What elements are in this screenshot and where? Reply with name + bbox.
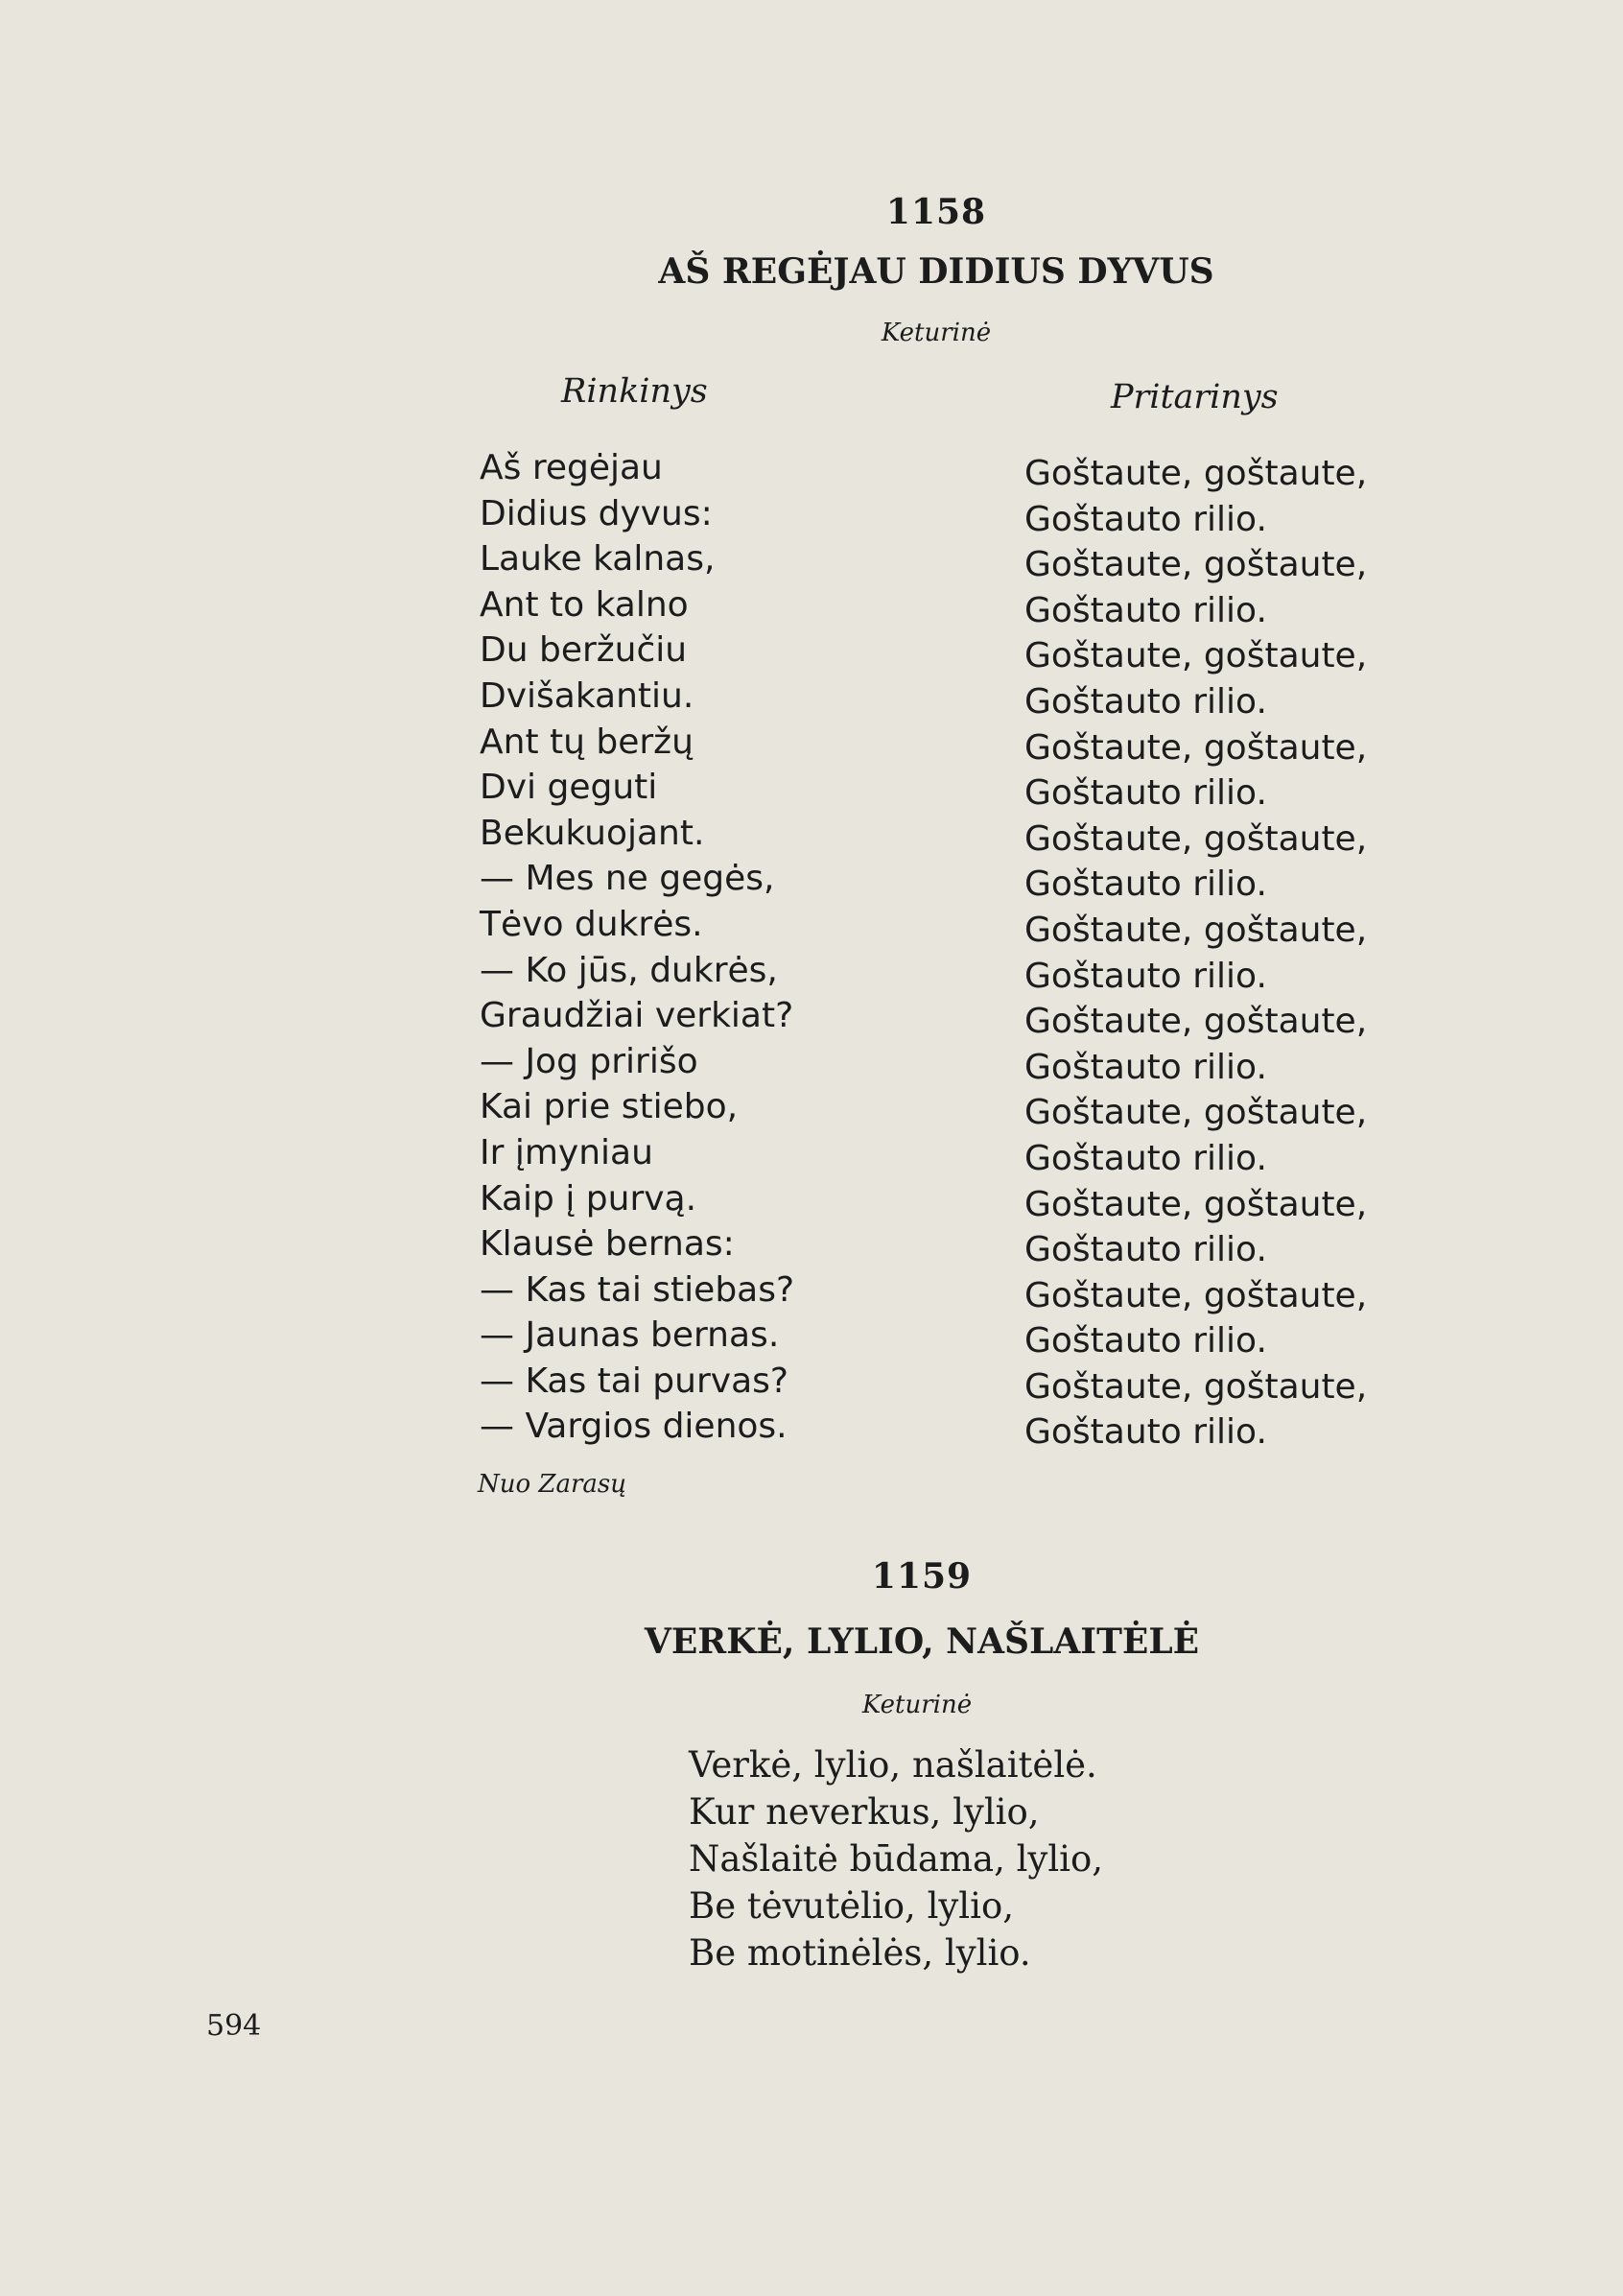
refrain-line: Goštauto rilio. [1024, 681, 1267, 722]
verse-line: Ant tų beržų [480, 722, 694, 762]
verse-line: Du beržučiu [480, 630, 688, 671]
refrain-column-left-header: Rinkinys [561, 372, 708, 411]
refrain-line: Goštauto rilio. [1024, 773, 1267, 814]
verse-line: Ir įmyniau [480, 1132, 653, 1172]
refrain-line: Goštauto rilio. [1024, 590, 1267, 630]
refrain-line: Goštaute, goštaute, [1024, 454, 1368, 493]
page-number: 594 [206, 2009, 262, 2043]
refrain-line: Goštaute, goštaute, [1024, 1366, 1368, 1407]
verse-line: — Kas tai purvas? [480, 1361, 788, 1401]
refrain-line: Goštaute, goštaute, [1024, 910, 1368, 950]
refrain-line: Goštaute, goštaute, [1024, 1275, 1368, 1315]
song-1158-verse-lines [480, 445, 794, 1450]
verse-line: — Mes ne gegės, [480, 859, 775, 899]
verse-line: Kai prie stiebo, [480, 1087, 739, 1127]
refrain-line: Goštauto rilio. [1024, 864, 1267, 905]
song-1159-subtitle: Keturinė [861, 1691, 973, 1719]
refrain-line: Goštaute, goštaute, [1024, 1002, 1368, 1042]
song-1158-refrain-lines [1024, 451, 1367, 1456]
song-1158-source: Nuo Zarasų [478, 1470, 626, 1499]
verse-line: Dvišakantiu. [480, 675, 694, 716]
song-1159-number: 1159 [871, 1556, 973, 1597]
refrain-line: Goštaute, goštaute, [1024, 727, 1368, 768]
refrain-line: Goštauto rilio. [1024, 1321, 1267, 1361]
refrain-line: Goštauto rilio. [1024, 956, 1267, 996]
refrain-line: Goštauto rilio. [1024, 1412, 1267, 1453]
verse-line: Be tėvutėlio, lylio, [689, 1885, 1015, 1927]
verse-line: — Jog pririšo [480, 1041, 698, 1081]
verse-line: Našlaitė būdama, lylio, [689, 1838, 1104, 1880]
song-1158-number: 1158 [885, 192, 987, 232]
verse-line: — Jaunas bernas. [480, 1315, 780, 1356]
refrain-line: Goštauto rilio. [1024, 1047, 1267, 1087]
refrain-line: Goštauto rilio. [1024, 1230, 1267, 1270]
refrain-line: Goštauto rilio. [1024, 499, 1267, 539]
song-1159-verse-lines [689, 1741, 1103, 1976]
verse-line: — Kas tai stiebas? [480, 1269, 795, 1310]
verse-line: Lauke kalnas, [480, 539, 716, 580]
verse-line: — Vargios dienos. [480, 1407, 788, 1447]
refrain-line: Goštaute, goštaute, [1024, 636, 1368, 676]
verse-line: — Ko jūs, dukrės, [480, 950, 778, 990]
refrain-line: Goštaute, goštaute, [1024, 545, 1368, 585]
verse-line: Didius dyvus: [480, 493, 713, 533]
refrain-column-right-header: Pritarinys [1111, 378, 1279, 416]
verse-line: Graudžiai verkiat? [480, 996, 794, 1036]
verse-line: Bekukuojant. [480, 813, 705, 853]
verse-line: Dvi geguti [480, 768, 658, 808]
verse-line: Ant to kalno [480, 584, 689, 625]
verse-line: Kaip į purvą. [480, 1178, 697, 1219]
refrain-line: Goštaute, goštaute, [1024, 1093, 1368, 1133]
verse-line: Be motinėlės, lylio. [689, 1932, 1031, 1974]
song-1159-title: VERKĖ, LYLIO, NAŠLAITĖLĖ [644, 1621, 1200, 1662]
verse-line: Verkė, lylio, našlaitėlė. [689, 1744, 1097, 1786]
song-1158-title: AŠ REGĖJAU DIDIUS DYVUS [658, 251, 1214, 292]
verse-line: Kur neverkus, lylio, [689, 1791, 1040, 1833]
refrain-line: Goštaute, goštaute, [1024, 1184, 1368, 1224]
verse-line: Tėvo dukrės. [480, 904, 703, 944]
song-1158-subtitle: Keturinė [881, 319, 992, 347]
refrain-line: Goštauto rilio. [1024, 1138, 1267, 1178]
verse-line: Klausė bernas: [480, 1224, 735, 1265]
verse-line: Aš regėjau [480, 448, 663, 487]
refrain-line: Goštaute, goštaute, [1024, 818, 1368, 859]
